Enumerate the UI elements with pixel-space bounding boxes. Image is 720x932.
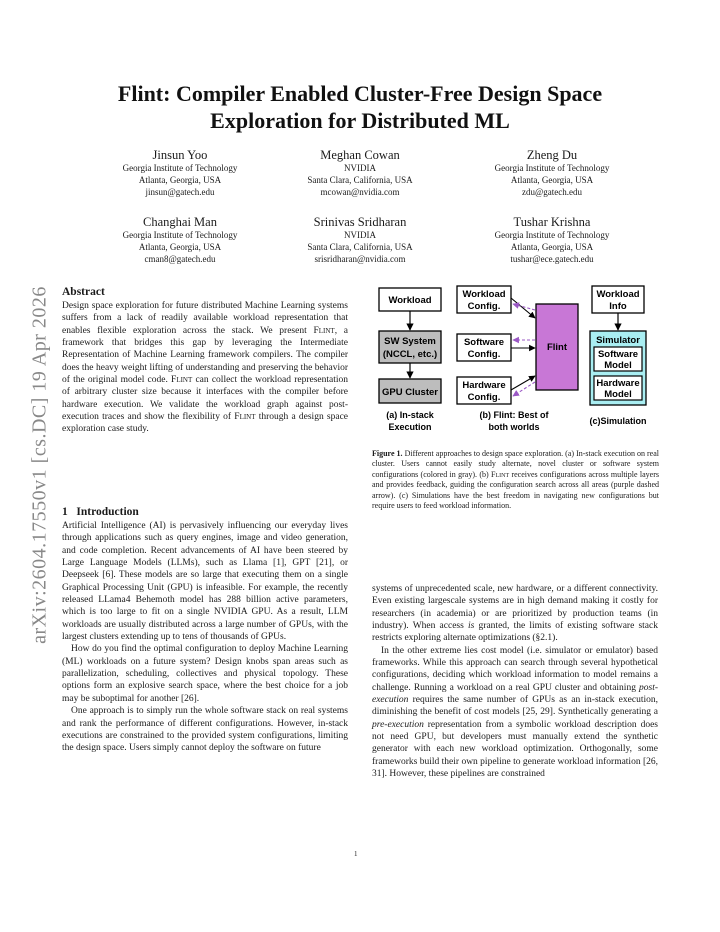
author-affiliation: Georgia Institute of Technology	[122, 230, 238, 240]
svg-text:Hardware: Hardware	[462, 380, 506, 391]
gpu-cluster-box	[379, 379, 441, 403]
arrow	[511, 298, 535, 318]
author-block-6	[452, 215, 652, 265]
svg-text:Flint: Flint	[546, 342, 568, 353]
svg-text:(NCCL, etc.): (NCCL, etc.)	[382, 349, 438, 360]
subfigure-a-caption-line2: Execution	[388, 422, 432, 432]
author-email[interactable]: jinsun@gatech.edu	[145, 186, 215, 197]
author-location: Santa Clara, California, USA	[307, 241, 413, 252]
arrow	[511, 376, 535, 390]
svg-text:Model: Model	[604, 360, 632, 371]
author-block-5	[260, 215, 460, 265]
author-affiliation: Georgia Institute of Technology	[494, 163, 610, 173]
paragraph: How do you find the optimal configuration to deploy Machine Learning (ML) workloads on a future system? Design knobs span areas such as parallelization, scheduling, collectives and physical topology. These options form an explosive search space, where the best choice for a job may be suboptimal for another [26].	[62, 644, 348, 704]
software-config-box	[457, 334, 511, 361]
author-affiliation: Georgia Institute of Technology	[494, 230, 610, 240]
svg-text:Config.: Config.	[467, 301, 501, 312]
svg-text:Config.: Config.	[467, 349, 501, 360]
figure-1-diagram	[372, 282, 660, 444]
svg-text:Model: Model	[604, 389, 632, 400]
svg-text:Workload: Workload	[596, 289, 640, 300]
hardware-config-box	[457, 377, 511, 404]
author-block-4	[80, 215, 280, 265]
svg-text:Simulator: Simulator	[596, 335, 640, 346]
paragraph: systems of unprecedented scale, new hardware, or a different connectivity. Even existing largescale systems are in high demand making it costly for researchers (in academia) or are prioritized by production teams (in industry). When access is granted, the limits of existing software stack restricts exploring alternate optimizations (§2.1).	[372, 584, 658, 644]
author-name: Tushar Krishna	[513, 215, 591, 229]
svg-text:Software: Software	[463, 337, 505, 348]
hardware-model-box	[594, 376, 642, 400]
software-model-box	[594, 347, 642, 371]
workload-info-box	[592, 286, 644, 313]
author-block-3	[452, 148, 652, 198]
in-stack-workload-box	[379, 288, 441, 311]
arxiv-stamp: arXiv:2604.17550v1 [cs.DC] 19 Apr 2026	[28, 286, 51, 644]
author-email[interactable]: mcowan@nvidia.com	[320, 186, 400, 197]
right-column-text	[372, 583, 658, 781]
author-affiliation: NVIDIA	[344, 230, 376, 240]
author-location: Atlanta, Georgia, USA	[510, 174, 594, 185]
author-name: Changhai Man	[143, 215, 217, 229]
introduction-heading: 1 Introduction	[62, 506, 139, 518]
paragraph: One approach is to simply run the whole software stack on real systems and rank the performance of different configurations. However, in-stack executions are constrained to the provided system configurations, limiting the design space. Users simply cannot deploy the software on future	[62, 706, 348, 754]
svg-text:GPU Cluster: GPU Cluster	[382, 387, 438, 398]
svg-text:SW System: SW System	[384, 336, 436, 347]
author-email[interactable]: cman8@gatech.edu	[144, 253, 216, 264]
abstract-heading: Abstract	[62, 286, 105, 298]
svg-text:Hardware: Hardware	[596, 378, 640, 389]
author-name: Srinivas Sridharan	[313, 215, 407, 229]
abstract-text: Design space exploration for future distributed Machine Learning systems suffers from a lack of readily available workload representation that enables flexible exploration across the stack. We present Flint, a framework that bridges this gap by leveraging the Intermediate Representation of Machine Learning framework compilers. The compiler does the heavy weight lifting of understanding and preserving the behavior of the original model code. Flint can collect the workload representation of arbitrary cluster size because it interfaces with the compiler before hardware execution. We validate the workload graph against post-execution traces and show the flexibility of Flint through a design space exploration case study.	[62, 301, 349, 435]
svg-text:Info: Info	[609, 301, 627, 312]
author-name: Jinsun Yoo	[152, 148, 208, 162]
author-block-2	[260, 148, 460, 198]
author-location: Atlanta, Georgia, USA	[510, 241, 594, 252]
author-block-1	[80, 148, 280, 198]
workload-config-box	[457, 286, 511, 313]
subfigure-c-caption: (c)Simulation	[589, 416, 647, 426]
author-affiliation: Georgia Institute of Technology	[122, 163, 238, 173]
paper-title: Flint: Compiler Enabled Cluster-Free Design Space Exploration for Distributed ML	[117, 81, 603, 133]
flint-box	[536, 304, 578, 390]
paragraph: In the other extreme lies cost model (i.e. simulator or emulator) based frameworks. While this approach can search through several hypothetical configurations, deciding which workload information to model remains a challenge. Running a workload on a real GPU cluster and obtaining post-execution requires the same number of GPUs as an in-stack execution, diminishing the benefit of cost models [25, 29]. Synthetically generating a pre-execution representation from a symbolic workload description does not need GPU, but developers must manually extend the synthetic generator with each new workload optimization. Orthogonally, some frameworks build their own pipeline to generate workload information [26, 31]. However, these pipelines are constrained	[372, 645, 658, 780]
svg-text:Config.: Config.	[467, 392, 501, 403]
svg-text:Workload: Workload	[388, 295, 432, 306]
author-email[interactable]: srisridharan@nvidia.com	[314, 253, 406, 264]
introduction-text	[62, 520, 348, 755]
author-location: Atlanta, Georgia, USA	[138, 174, 222, 185]
author-name: Zheng Du	[526, 148, 578, 162]
author-location: Atlanta, Georgia, USA	[138, 241, 222, 252]
svg-text:Software: Software	[597, 349, 639, 360]
subfigure-a-caption: (a) In-stack	[386, 410, 434, 420]
author-email[interactable]: tushar@ece.gatech.edu	[510, 253, 594, 264]
page-number: 1	[354, 850, 358, 858]
author-email[interactable]: zdu@gatech.edu	[521, 186, 582, 197]
author-location: Santa Clara, California, USA	[307, 174, 413, 185]
sw-system-box	[379, 331, 441, 363]
svg-text:Workload: Workload	[462, 289, 506, 300]
figure-caption: Figure 1. Different approaches to design space exploration. (a) In-stack execution on real cluster. Users cannot easily study alternate, novel cluster or software system configurations (colored in gray). (b) Flint receives configurations across multiple layers and provides feedback, guiding the configuration search across all areas (purple dashed arrow). (c) Simulations have the best freedom in navigating new configurations but require users to feed workload information.	[372, 449, 660, 511]
author-affiliation: NVIDIA	[344, 163, 376, 173]
subfigure-b-caption-line2: both worlds	[488, 422, 540, 432]
paragraph: Artificial Intelligence (AI) is pervasively influencing our everyday lives through applications such as query engines, image and video generation, and code completion. Recent advancements of AI have been steered by Large Language Models (LLMs), such as Llama [1], GPT [21], or Deepseek [6]. These models are so large that executing them on a single Graphical Processing Unit (GPU) is infeasible. For example, the recently released LLama4 Behemoth model has 288 billion active parameters, which is too large to fit on a single NVIDIA GPU. As a result, LLM workloads are usually distributed across a large number of GPUs, with the largest clusters extending up to tens of thousands of GPUs.	[62, 521, 348, 643]
subfigure-b-caption: (b) Flint: Best of	[479, 410, 549, 420]
author-name: Meghan Cowan	[320, 148, 400, 162]
feedback-arrow	[513, 382, 535, 396]
